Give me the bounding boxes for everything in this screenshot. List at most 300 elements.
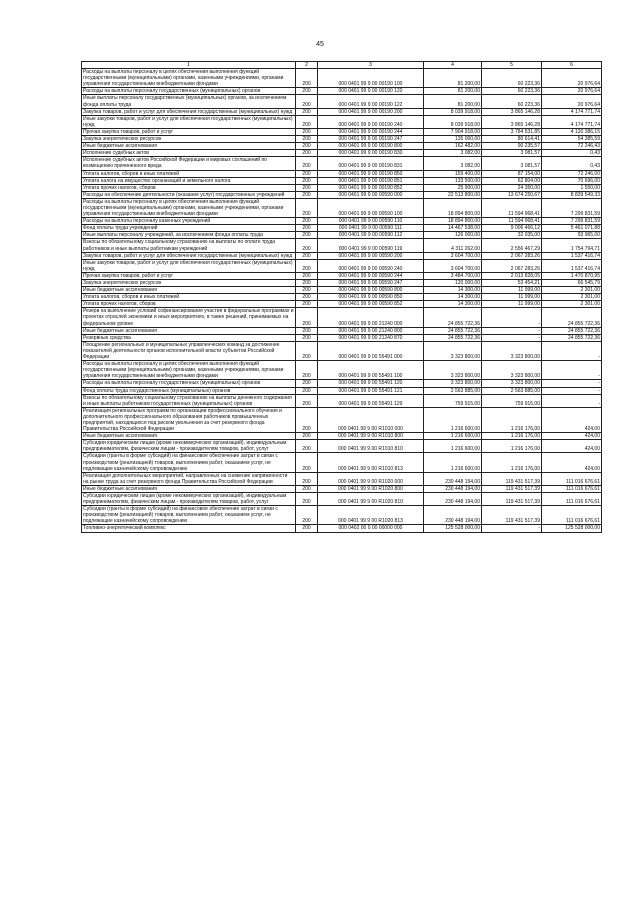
approved-amount: 81 200,00 [424,95,482,108]
approved-amount: 24 855 722,36 [424,334,482,341]
table-row [82,361,602,380]
unexecuted-amount: 93 965,00 [542,232,602,239]
column-header: 2 [296,62,318,69]
row-description: Взносы по обязательному социальному страхованию на выплаты по оплате труда работников и иные выплаты работникам учреждений [82,239,296,252]
row-code: 200 [296,136,318,143]
executed-amount: 87 154,00 [482,170,542,177]
executed-amount: 2 563 885,00 [482,387,542,394]
budget-classification-code: 000 0401 99 9 00 R1020 800 [318,485,424,492]
budget-classification-code: 000 0401 99 9 00 00590 244 [318,272,424,279]
approved-amount: 4 311 262,00 [424,239,482,252]
table-row [82,280,602,287]
row-description: Расходы на выплаты персоналу казенных учреждений [82,218,296,225]
approved-amount: 3 082,00 [424,150,482,157]
row-description: Прочая закупка товаров, работ и услуг [82,128,296,135]
row-description: Иные бюджетные ассигнования [82,433,296,440]
row-code: 200 [296,394,318,407]
row-description: Фонд оплаты труда учреждений [82,225,296,232]
approved-amount: 3 604 700,00 [424,259,482,272]
row-code: 200 [296,88,318,95]
row-code: 200 [296,380,318,387]
executed-amount: - [482,334,542,341]
table-row [82,108,602,115]
budget-classification-code: 000 0401 99 9 00 00590 240 [318,259,424,272]
approved-amount: 162 482,00 [424,143,482,150]
budget-classification-code: 000 0401 99 9 00 21240 870 [318,334,424,341]
unexecuted-amount: 2 301,00 [542,301,602,308]
row-code: 200 [296,128,318,135]
approved-amount: 8 039 918,00 [424,108,482,115]
executed-amount: 3 081,57 [482,157,542,170]
row-description: Исполнение судебных актов Российской Федерации и мировых соглашений по возмещению причиненного вреда [82,157,296,170]
budget-classification-code: 000 0402 00 0 00 00000 000 [318,525,424,532]
approved-amount: 159 400,00 [424,170,482,177]
approved-amount: 3 323 800,00 [424,341,482,360]
executed-amount: 1 216 176,00 [482,440,542,453]
executed-amount: 2 013 828,05 [482,272,542,279]
table-row [82,525,602,532]
row-description: Уплата прочих налогов, сборов [82,184,296,191]
row-code: 200 [296,287,318,294]
table-row [82,252,602,259]
budget-classification-code: 000 0401 99 9 00 R1020 810 [318,493,424,506]
row-description: Иные бюджетные ассигнования [82,143,296,150]
budget-classification-code: 000 0401 99 9 00 00190 800 [318,143,424,150]
executed-amount: 80 614,41 [482,136,542,143]
approved-amount: 24 855 722,36 [424,308,482,327]
row-description: Реализация региональных программ по организации профессионального обучения и дополнительного профессионального образования работников промышленных предприятий, находящихся под риском увольнения за счет резервного фонда Правительства Российской Федерации [82,407,296,432]
table-row [82,225,602,232]
table-row [82,259,602,272]
table-row [82,433,602,440]
row-code: 200 [296,440,318,453]
unexecuted-amount: 5 461 071,88 [542,225,602,232]
approved-amount: 230 448 194,00 [424,485,482,492]
budget-classification-code: 000 0401 99 9 00 00590 247 [318,280,424,287]
executed-amount: 2 067 283,26 [482,252,542,259]
row-code: 200 [296,157,318,170]
table-row [82,493,602,506]
table-row [82,380,602,387]
row-description: Расходы на выплаты персоналу в целях обеспечения выполнения функций государственными (муниципальными) органами, казенными учреждениями, органами управления государственными внебюджетными фондами [82,361,296,380]
executed-amount: - [482,327,542,334]
table-row [82,440,602,453]
executed-amount: 24 350,00 [482,184,542,191]
executed-amount: - [482,308,542,327]
approved-amount: 230 448 194,00 [424,506,482,525]
approved-amount: 3 323 800,00 [424,380,482,387]
unexecuted-amount: 4 174 771,74 [542,115,602,128]
unexecuted-amount: 111 016 676,61 [542,506,602,525]
executed-amount: 11 594 968,41 [482,218,542,225]
executed-amount: 60 223,36 [482,95,542,108]
row-description: Топливно-энергетический комплекс [82,525,296,532]
row-description: Фонд оплаты труда государственных (муниципальных) органов [82,387,296,394]
approved-amount: 7 904 918,00 [424,128,482,135]
budget-classification-code: 000 0401 99 9 00 00590 800 [318,287,424,294]
unexecuted-amount: 4 120 386,15 [542,128,602,135]
table-row [82,308,602,327]
approved-amount: 125 528 000,00 [424,525,482,532]
row-code: 200 [296,272,318,279]
budget-classification-code: 000 0401 99 9 00 R1010 000 [318,407,424,432]
budget-classification-code: 000 0401 99 9 00 00190 244 [318,128,424,135]
approved-amount: 3 604 700,00 [424,252,482,259]
column-header: 4 [424,62,482,69]
unexecuted-amount: - [542,341,602,360]
budget-classification-code: 000 0401 99 9 00 00590 112 [318,232,424,239]
row-description: Расходы на обеспечение деятельности (оказание услуг) государственных учреждений [82,191,296,198]
unexecuted-amount: 424,00 [542,453,602,472]
row-code: 200 [296,407,318,432]
row-description: Иные выплаты персоналу учреждений, за исключением фонда оплаты труда [82,232,296,239]
page-number: 45 [316,41,324,48]
executed-amount: 1 216 176,00 [482,407,542,432]
table-row [82,177,602,184]
row-code: 200 [296,170,318,177]
table-row [82,150,602,157]
table-row [82,136,602,143]
table-row [82,239,602,252]
unexecuted-amount: 70 696,00 [542,177,602,184]
budget-classification-code: 000 0401 99 9 00 55491 120 [318,380,424,387]
approved-amount: 133 500,00 [424,177,482,184]
row-code: 200 [296,294,318,301]
budget-classification-code: 000 0401 99 9 00 R1010 810 [318,440,424,453]
budget-classification-code: 000 0401 99 9 00 21240 800 [318,327,424,334]
executed-amount: 119 431 517,39 [482,485,542,492]
executed-amount: 3 081,57 [482,150,542,157]
unexecuted-amount: 24 855 722,36 [542,327,602,334]
budget-classification-code: 000 0401 99 9 00 00590 111 [318,225,424,232]
row-code: 200 [296,493,318,506]
row-code: 200 [296,308,318,327]
approved-amount: 25 900,00 [424,184,482,191]
unexecuted-amount: 0,43 [542,150,602,157]
column-header: 3 [318,62,424,69]
unexecuted-amount: 7 299 831,59 [542,198,602,217]
budget-classification-code: 000 0401 99 9 00 00590 119 [318,239,424,252]
budget-table [81,61,602,533]
executed-amount: 60 223,36 [482,69,542,88]
table-row [82,272,602,279]
budget-classification-code: 000 0401 99 9 00 55491 000 [318,341,424,360]
row-description: Закупка товаров, работ и услуг для обеспечения государственных (муниципальных) нужд [82,252,296,259]
unexecuted-amount: 8 839 549,33 [542,191,602,198]
approved-amount: 3 082,00 [424,157,482,170]
row-description: Реализация дополнительных мероприятий, направленных на снижение напряженности на рынке труда за счет резервного фонда Правительства Российской Федерации [82,472,296,485]
budget-classification-code: 000 0401 99 9 00 00190 852 [318,184,424,191]
row-description: Уплата налога на имущество организаций и земельного налога [82,177,296,184]
column-header: 1 [82,62,296,69]
row-code: 200 [296,525,318,532]
row-description: Закупка энергетических ресурсов [82,136,296,143]
executed-amount: 13 674 250,67 [482,191,542,198]
unexecuted-amount: 1 550,00 [542,184,602,191]
executed-amount: 3 865 146,28 [482,115,542,128]
executed-amount: 3 784 531,85 [482,128,542,135]
table-row [82,485,602,492]
budget-classification-code: 000 0401 99 9 00 55491 100 [318,361,424,380]
row-code: 200 [296,177,318,184]
unexecuted-amount: 125 528 000,00 [542,525,602,532]
table-row [82,198,602,217]
budget-classification-code: 000 0401 99 9 00 00190 247 [318,136,424,143]
row-code: 200 [296,239,318,252]
row-code: 200 [296,433,318,440]
budget-classification-code: 000 0401 99 9 00 00190 200 [318,108,424,115]
budget-classification-code: 000 0401 99 9 00 00190 100 [318,69,424,88]
table-row [82,394,602,407]
row-code: 200 [296,95,318,108]
table-row [82,232,602,239]
unexecuted-amount: 72 246,43 [542,143,602,150]
approved-amount: 759 915,00 [424,394,482,407]
table-row [82,184,602,191]
table-row [82,95,602,108]
row-description: Субсидии (гранты в форме субсидий) на финансовое обеспечение затрат в связи с производством (реализацией) товаров, выполнением работ, оказанием услуг, не подлежащие казначейскому сопровождению [82,506,296,525]
unexecuted-amount: 24 855 722,36 [542,308,602,327]
executed-amount: 119 431 517,39 [482,493,542,506]
executed-amount: 1 216 176,00 [482,433,542,440]
approved-amount: 81 200,00 [424,69,482,88]
unexecuted-amount: 0,43 [542,157,602,170]
unexecuted-amount: 20 976,64 [542,69,602,88]
unexecuted-amount: 424,00 [542,440,602,453]
table-row [82,287,602,294]
unexecuted-amount: 54 385,59 [542,136,602,143]
table-row [82,143,602,150]
row-description: Иные бюджетные ассигнования [82,485,296,492]
budget-classification-code: 000 0401 99 9 00 00190 831 [318,157,424,170]
unexecuted-amount: 72 246,00 [542,170,602,177]
executed-amount: 32 035,00 [482,232,542,239]
row-code: 200 [296,506,318,525]
executed-amount: 53 454,21 [482,280,542,287]
budget-classification-code: 000 0401 99 9 00 R1010 800 [318,433,424,440]
unexecuted-amount: 2 301,00 [542,287,602,294]
row-code: 200 [296,301,318,308]
table-row [82,387,602,394]
budget-classification-code: 000 0401 99 9 00 00190 851 [318,177,424,184]
approved-amount: 24 855 722,36 [424,327,482,334]
row-code: 200 [296,252,318,259]
approved-amount: 2 563 885,00 [424,387,482,394]
row-description: Иные выплаты персоналу государственных (муниципальных) органов, за исключением фонда оплаты труда [82,95,296,108]
unexecuted-amount: 2 301,00 [542,294,602,301]
executed-amount: - [482,525,542,532]
executed-amount: 11 594 968,41 [482,198,542,217]
approved-amount: 22 513 800,00 [424,191,482,198]
row-description: Расходы на выплаты персоналу государственных (муниципальных) органов [82,380,296,387]
row-code: 200 [296,259,318,272]
row-code: 200 [296,198,318,217]
executed-amount: 3 323 800,00 [482,380,542,387]
row-code: 200 [296,218,318,225]
row-code: 200 [296,280,318,287]
table-row [82,294,602,301]
row-description: Иные бюджетные ассигнования [82,327,296,334]
executed-amount: 119 431 517,39 [482,472,542,485]
row-description: Расходы на выплаты персоналу государственных (муниципальных) органов [82,88,296,95]
approved-amount: 126 000,00 [424,232,482,239]
row-code: 200 [296,108,318,115]
row-description: Субсидии (гранты в форме субсидий) на финансовое обеспечение затрат в связи с производством (реализацией) товаров, выполнением работ, оказанием услуг, не подлежащие казначейскому сопровождению [82,453,296,472]
row-code: 200 [296,115,318,128]
budget-classification-code: 000 0401 99 9 00 00190 240 [318,115,424,128]
row-description: Иные закупки товаров, работ и услуг для обеспечения государственных (муниципальных) нужд [82,115,296,128]
unexecuted-amount: 7 299 831,59 [542,218,602,225]
executed-amount: 759 915,00 [482,394,542,407]
table-row [82,191,602,198]
column-header: 5 [482,62,542,69]
unexecuted-amount: 1 537 416,74 [542,252,602,259]
approved-amount: 14 300,00 [424,287,482,294]
executed-amount: 2 067 283,26 [482,259,542,272]
row-code: 200 [296,69,318,88]
budget-classification-code: 000 0401 99 9 00 00590 110 [318,218,424,225]
executed-amount: 11 999,00 [482,301,542,308]
executed-amount: 11 999,00 [482,294,542,301]
executed-amount: 2 556 467,29 [482,239,542,252]
unexecuted-amount: - [542,387,602,394]
budget-classification-code: 000 0401 99 9 00 00590 200 [318,252,424,259]
approved-amount: 1 216 600,00 [424,453,482,472]
budget-classification-code: 000 0401 99 9 00 21240 000 [318,308,424,327]
budget-classification-code: 000 0401 99 9 00 R1020 000 [318,472,424,485]
executed-amount: 90 235,57 [482,143,542,150]
row-code: 200 [296,191,318,198]
table-row [82,115,602,128]
unexecuted-amount: - [542,394,602,407]
executed-amount: 3 323 800,00 [482,341,542,360]
unexecuted-amount: 111 016 676,61 [542,493,602,506]
row-description: Поощрение региональных и муниципальных управленческих команд за достижение показателей деятельности органов исполнительной власти субъектов Российской Федерации [82,341,296,360]
row-description: Резервные средства [82,334,296,341]
executed-amount: 11 999,00 [482,287,542,294]
row-code: 200 [296,150,318,157]
row-description: Субсидии юридическим лицам (кроме некоммерческих организаций), индивидуальным предпринимателям, физическим лицам - производителям товаров, работ, услуг [82,440,296,453]
row-code: 200 [296,184,318,191]
approved-amount: 8 039 918,00 [424,115,482,128]
approved-amount: 1 216 600,00 [424,440,482,453]
row-description: Взносы по обязательному социальному страхованию на выплаты денежного содержания и иные выплаты работникам государственных (муниципальных) органов [82,394,296,407]
table-body [82,69,602,532]
approved-amount: 14 467 538,00 [424,225,482,232]
unexecuted-amount: 20 976,64 [542,88,602,95]
approved-amount: 3 323 800,00 [424,361,482,380]
row-code: 200 [296,361,318,380]
approved-amount: 1 216 600,00 [424,407,482,432]
unexecuted-amount: 1 537 416,74 [542,259,602,272]
unexecuted-amount: - [542,380,602,387]
table-row [82,472,602,485]
unexecuted-amount: 424,00 [542,433,602,440]
table-row [82,157,602,170]
row-description: Прочая закупка товаров, работ и услуг [82,272,296,279]
row-description: Закупка товаров, работ и услуг для обеспечения государственных (муниципальных) нужд [82,108,296,115]
unexecuted-amount: 111 016 676,61 [542,472,602,485]
row-code: 200 [296,327,318,334]
table-row [82,341,602,360]
row-description: Субсидии юридическим лицам (кроме некоммерческих организаций), индивидуальным предпринимателям, физическим лицам - производителям товаров, работ, услуг [82,493,296,506]
table-row [82,128,602,135]
unexecuted-amount: 1 754 794,71 [542,239,602,252]
budget-classification-code: 000 0401 99 9 00 00590 852 [318,301,424,308]
table-row [82,69,602,88]
row-description: Уплата прочих налогов, сборов [82,301,296,308]
row-description: Резерв на выполнение условий софинансирования участия в федеральных программах и проектах отраслей экономики и иных мероприятиях, в также решений, принимаемых на федеральном уровне [83,308,294,327]
table-row [82,506,602,525]
table-header-row [82,62,602,69]
approved-amount: 230 448 194,00 [424,472,482,485]
row-code: 200 [296,232,318,239]
approved-amount: 14 300,00 [424,294,482,301]
budget-classification-code: 000 0401 99 9 00 R1010 813 [318,453,424,472]
approved-amount: 1 216 600,00 [424,433,482,440]
approved-amount: 120 000,00 [424,280,482,287]
row-description: Исполнение судебных актов [82,150,296,157]
budget-classification-code: 000 0401 99 9 00 00590 100 [318,198,424,217]
approved-amount: 230 448 194,00 [424,493,482,506]
budget-classification-code: 000 0401 99 9 00 00590 850 [318,294,424,301]
approved-amount: 18 894 800,00 [424,198,482,217]
approved-amount: 18 894 800,00 [424,218,482,225]
row-code: 200 [296,453,318,472]
unexecuted-amount: 20 976,64 [542,95,602,108]
unexecuted-amount: 4 174 771,74 [542,108,602,115]
executed-amount: 60 223,36 [482,88,542,95]
budget-classification-code: 000 0401 99 9 00 55491 129 [318,394,424,407]
row-description: Закупка энергетических ресурсов [82,280,296,287]
unexecuted-amount: 66 545,79 [542,280,602,287]
row-description: Уплата налогов, сборов и иных платежей [82,294,296,301]
row-code: 200 [296,472,318,485]
approved-amount: 135 000,00 [424,136,482,143]
table-row [82,88,602,95]
row-code: 200 [296,143,318,150]
executed-amount: 3 323 800,00 [482,361,542,380]
unexecuted-amount: 24 855 722,36 [542,334,602,341]
approved-amount: 81 200,00 [424,88,482,95]
unexecuted-amount: 1 470 870,95 [542,272,602,279]
row-code: 200 [296,341,318,360]
budget-classification-code: 000 0401 99 9 00 00590 000 [318,191,424,198]
executed-amount: 1 216 176,00 [482,453,542,472]
table-row [82,170,602,177]
budget-classification-code: 000 0401 99 9 00 00190 122 [318,95,424,108]
row-description: Иные бюджетные ассигнования [82,287,296,294]
executed-amount: 62 804,00 [482,177,542,184]
table-row [82,407,602,432]
column-header: 6 [542,62,602,69]
row-description: Иные закупки товаров, работ и услуг для обеспечения государственных (муниципальных) нужд [82,259,296,272]
table-row [82,334,602,341]
budget-classification-code: 000 0401 99 9 00 55491 121 [318,387,424,394]
budget-classification-code: 000 0401 99 9 00 R1020 813 [318,506,424,525]
row-description: Расходы на выплаты персоналу в целях обеспечения выполнения функций государственными (муниципальными) органами, казенными учреждениями, органами управления государственными внебюджетными фондами [82,198,296,217]
executed-amount: 119 431 517,39 [482,506,542,525]
unexecuted-amount: 111 016 676,61 [542,485,602,492]
table-row [82,218,602,225]
row-description: Уплата налогов, сборов и иных платежей [82,170,296,177]
unexecuted-amount: 424,00 [542,407,602,432]
approved-amount: 14 300,00 [424,301,482,308]
row-code: 200 [296,225,318,232]
budget-classification-code: 000 0401 99 9 00 00190 120 [318,88,424,95]
row-code: 200 [296,387,318,394]
unexecuted-amount: - [542,361,602,380]
